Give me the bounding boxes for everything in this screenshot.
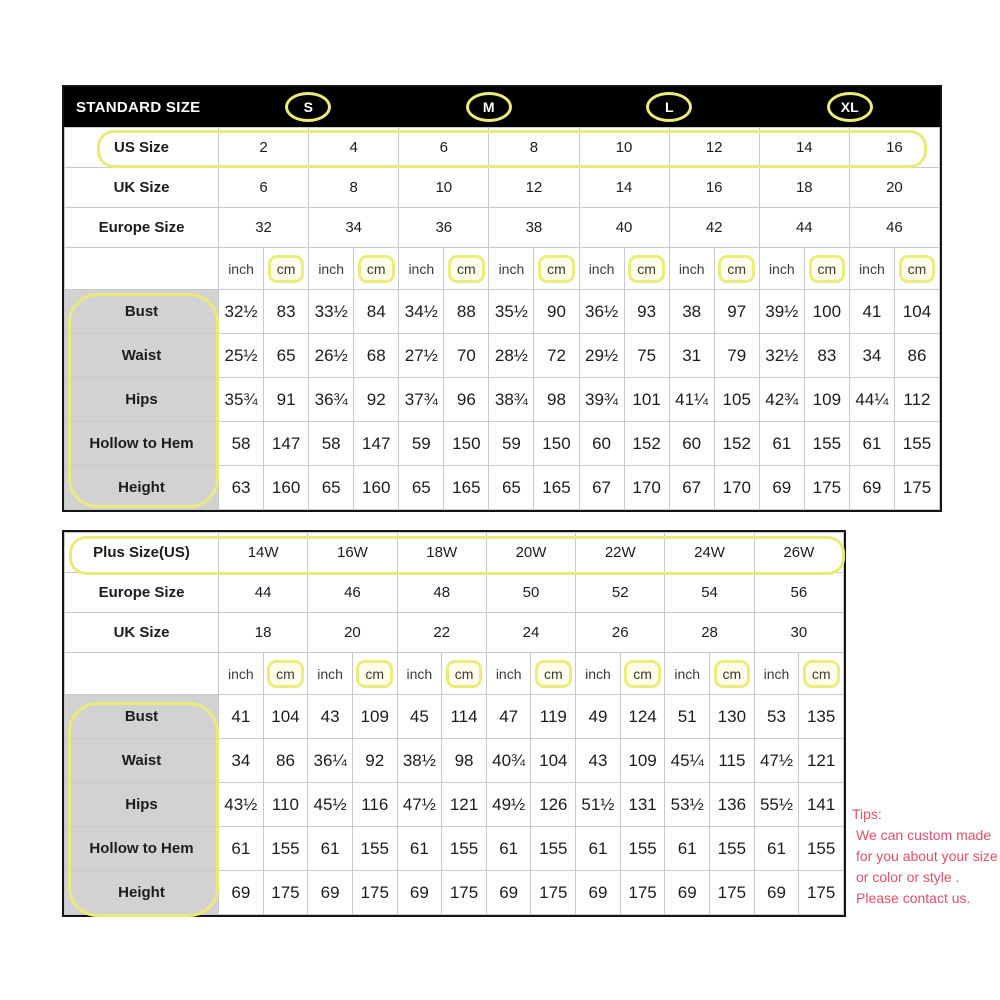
measure-row-hips (65, 783, 844, 827)
row-label: Hollow to Hem (65, 827, 219, 871)
size-value-cell: 12 (669, 128, 759, 168)
measure-value-cell: 160 (354, 466, 399, 510)
size-row-plus-size-us (65, 533, 844, 573)
unit-cell-inch: inch (759, 248, 804, 290)
size-value-cell: 20W (486, 533, 575, 573)
measure-value-cell: 175 (352, 871, 397, 915)
size-row-us-size (65, 128, 940, 168)
size-group-badges (218, 87, 940, 127)
measure-value-cell: 51 (665, 695, 710, 739)
measure-value-cell: 175 (263, 871, 308, 915)
measure-value-cell: 83 (804, 334, 849, 378)
measure-value-cell: 36½ (579, 290, 624, 334)
unit-cell-inch: inch (669, 248, 714, 290)
measure-value-cell: 44¼ (849, 378, 894, 422)
tips-title: Tips: (852, 806, 882, 822)
measure-value-cell: 175 (710, 871, 755, 915)
size-badge-m: M (466, 92, 512, 122)
cm-highlight-box: cm (538, 255, 575, 283)
measure-value-cell: 69 (397, 871, 442, 915)
measure-value-cell: 121 (442, 783, 487, 827)
measure-value-cell: 105 (714, 378, 759, 422)
row-label: Hips (65, 378, 219, 422)
size-value-cell: 14 (579, 168, 669, 208)
measure-value-cell: 155 (263, 827, 308, 871)
measure-value-cell: 53½ (665, 783, 710, 827)
measure-value-cell: 60 (579, 422, 624, 466)
unit-cell-inch: inch (219, 248, 264, 290)
size-value-cell: 24W (665, 533, 754, 573)
size-value-cell: 20 (849, 168, 939, 208)
measure-value-cell: 141 (799, 783, 844, 827)
measure-value-cell: 116 (352, 783, 397, 827)
measure-value-cell: 32½ (219, 290, 264, 334)
size-value-cell: 6 (219, 168, 309, 208)
measure-value-cell: 61 (849, 422, 894, 466)
measure-value-cell: 114 (442, 695, 487, 739)
unit-cell-inch: inch (579, 248, 624, 290)
measure-value-cell: 69 (849, 466, 894, 510)
unit-cell-inch: inch (219, 653, 264, 695)
measure-value-cell: 110 (263, 783, 308, 827)
unit-cell-cm (624, 248, 669, 290)
measure-value-cell: 84 (354, 290, 399, 334)
measure-value-cell: 136 (710, 783, 755, 827)
unit-cell-inch: inch (849, 248, 894, 290)
size-value-cell: 48 (397, 573, 486, 613)
measure-value-cell: 27½ (399, 334, 444, 378)
measure-value-cell: 60 (669, 422, 714, 466)
row-label: Hips (65, 783, 219, 827)
measure-value-cell: 152 (714, 422, 759, 466)
measure-value-cell: 175 (442, 871, 487, 915)
unit-cell-cm (710, 653, 755, 695)
measure-value-cell: 45¼ (665, 739, 710, 783)
size-value-cell: 4 (309, 128, 399, 168)
measure-value-cell: 69 (665, 871, 710, 915)
measure-value-cell: 98 (442, 739, 487, 783)
measure-value-cell: 69 (486, 871, 531, 915)
measure-value-cell: 65 (309, 466, 354, 510)
unit-cell-inch: inch (397, 653, 442, 695)
measure-value-cell: 34 (219, 739, 264, 783)
measure-value-cell: 155 (710, 827, 755, 871)
cm-highlight-box: cm (899, 255, 936, 283)
size-value-cell: 8 (309, 168, 399, 208)
row-label: Europe Size (65, 573, 219, 613)
cm-highlight-box: cm (358, 255, 395, 283)
measure-value-cell: 53 (754, 695, 799, 739)
size-value-cell: 18 (759, 168, 849, 208)
measure-value-cell: 150 (444, 422, 489, 466)
size-value-cell: 10 (579, 128, 669, 168)
row-label: Europe Size (65, 208, 219, 248)
cm-highlight-box: cm (446, 660, 483, 688)
standard-size-table (62, 85, 942, 512)
size-value-cell: 36 (399, 208, 489, 248)
measure-value-cell: 175 (620, 871, 665, 915)
measure-value-cell: 160 (264, 466, 309, 510)
measure-value-cell: 93 (624, 290, 669, 334)
measure-value-cell: 63 (219, 466, 264, 510)
measure-value-cell: 155 (894, 422, 939, 466)
measure-value-cell: 170 (714, 466, 759, 510)
measure-value-cell: 49 (576, 695, 621, 739)
unit-cell-inch: inch (486, 653, 531, 695)
measure-value-cell: 61 (397, 827, 442, 871)
measure-value-cell: 41 (849, 290, 894, 334)
measure-value-cell: 100 (804, 290, 849, 334)
measure-value-cell: 39¾ (579, 378, 624, 422)
measure-value-cell: 83 (264, 290, 309, 334)
measure-value-cell: 124 (620, 695, 665, 739)
measure-value-cell: 131 (620, 783, 665, 827)
measure-value-cell: 61 (759, 422, 804, 466)
cm-highlight-box: cm (624, 660, 661, 688)
measure-value-cell: 34 (849, 334, 894, 378)
measure-value-cell: 47 (486, 695, 531, 739)
measure-value-cell: 165 (444, 466, 489, 510)
measure-value-cell: 43 (308, 695, 353, 739)
measure-value-cell: 135 (799, 695, 844, 739)
size-value-cell: 22 (397, 613, 486, 653)
measure-value-cell: 175 (531, 871, 576, 915)
standard-size-grid (64, 127, 940, 510)
measure-value-cell: 121 (799, 739, 844, 783)
size-value-cell: 22W (576, 533, 665, 573)
cm-highlight-box: cm (809, 255, 846, 283)
measure-value-cell: 104 (894, 290, 939, 334)
size-value-cell: 34 (309, 208, 399, 248)
unit-cell-cm (894, 248, 939, 290)
measure-value-cell: 86 (894, 334, 939, 378)
size-badge-s: S (285, 92, 331, 122)
measure-value-cell: 41 (219, 695, 264, 739)
unit-row-label-empty (65, 653, 219, 695)
measure-value-cell: 51½ (576, 783, 621, 827)
size-value-cell: 20 (308, 613, 397, 653)
measure-row-waist (65, 334, 940, 378)
measure-row-bust (65, 290, 940, 334)
measure-value-cell: 43 (576, 739, 621, 783)
measure-value-cell: 36¼ (308, 739, 353, 783)
row-label: UK Size (65, 168, 219, 208)
unit-cell-cm (534, 248, 579, 290)
cm-highlight-box: cm (535, 660, 572, 688)
measure-value-cell: 79 (714, 334, 759, 378)
size-row-europe-size (65, 573, 844, 613)
unit-row (65, 653, 844, 695)
unit-cell-cm (531, 653, 576, 695)
measure-value-cell: 115 (710, 739, 755, 783)
measure-value-cell: 61 (486, 827, 531, 871)
size-value-cell: 16W (308, 533, 397, 573)
measure-value-cell: 91 (264, 378, 309, 422)
size-value-cell: 40 (579, 208, 669, 248)
size-row-europe-size (65, 208, 940, 248)
measure-value-cell: 98 (534, 378, 579, 422)
unit-cell-cm (444, 248, 489, 290)
measure-value-cell: 68 (354, 334, 399, 378)
measure-value-cell: 38 (669, 290, 714, 334)
size-value-cell: 18 (219, 613, 308, 653)
plus-size-table (62, 530, 846, 917)
size-value-cell: 2 (219, 128, 309, 168)
size-value-cell: 12 (489, 168, 579, 208)
tips-note (852, 804, 1000, 909)
size-value-cell: 6 (399, 128, 489, 168)
measure-value-cell: 37¾ (399, 378, 444, 422)
measure-value-cell: 34½ (399, 290, 444, 334)
measure-value-cell: 175 (804, 466, 849, 510)
cm-highlight-box: cm (628, 255, 665, 283)
unit-cell-inch: inch (399, 248, 444, 290)
unit-cell-cm (799, 653, 844, 695)
size-value-cell: 10 (399, 168, 489, 208)
size-value-cell: 46 (308, 573, 397, 613)
measure-value-cell: 155 (442, 827, 487, 871)
measure-value-cell: 58 (219, 422, 264, 466)
tips-line: Please contact us. (856, 890, 971, 906)
measure-value-cell: 69 (754, 871, 799, 915)
measure-value-cell: 104 (263, 695, 308, 739)
measure-value-cell: 61 (754, 827, 799, 871)
measure-value-cell: 147 (354, 422, 399, 466)
size-value-cell: 30 (754, 613, 843, 653)
measure-value-cell: 67 (669, 466, 714, 510)
measure-value-cell: 152 (624, 422, 669, 466)
size-value-cell: 26W (754, 533, 843, 573)
size-value-cell: 56 (754, 573, 843, 613)
unit-cell-cm (354, 248, 399, 290)
measure-value-cell: 147 (264, 422, 309, 466)
cm-highlight-box: cm (448, 255, 485, 283)
measure-value-cell: 26½ (309, 334, 354, 378)
unit-row (65, 248, 940, 290)
measure-value-cell: 29½ (579, 334, 624, 378)
measure-value-cell: 67 (579, 466, 624, 510)
tips-line: for you about your size (856, 848, 998, 864)
standard-size-title: STANDARD SIZE (76, 98, 201, 116)
measure-value-cell: 35½ (489, 290, 534, 334)
measure-value-cell: 92 (354, 378, 399, 422)
unit-cell-cm (714, 248, 759, 290)
cm-highlight-box: cm (803, 660, 840, 688)
row-label: Height (65, 871, 219, 915)
measure-row-waist (65, 739, 844, 783)
measure-row-hips (65, 378, 940, 422)
measure-value-cell: 96 (444, 378, 489, 422)
measure-value-cell: 33½ (309, 290, 354, 334)
measure-row-height (65, 871, 844, 915)
cm-highlight-box: cm (718, 255, 755, 283)
measure-value-cell: 38½ (397, 739, 442, 783)
measure-value-cell: 70 (444, 334, 489, 378)
plus-size-grid (64, 532, 844, 915)
measure-row-hollow-to-hem (65, 422, 940, 466)
measure-value-cell: 150 (534, 422, 579, 466)
size-value-cell: 52 (576, 573, 665, 613)
measure-value-cell: 36¾ (309, 378, 354, 422)
measure-row-bust (65, 695, 844, 739)
size-row-uk-size (65, 168, 940, 208)
measure-value-cell: 61 (308, 827, 353, 871)
measure-value-cell: 130 (710, 695, 755, 739)
size-value-cell: 16 (669, 168, 759, 208)
measure-value-cell: 97 (714, 290, 759, 334)
row-label: Bust (65, 695, 219, 739)
cm-highlight-box: cm (267, 660, 304, 688)
measure-value-cell: 42¾ (759, 378, 804, 422)
measure-value-cell: 155 (620, 827, 665, 871)
row-label: Hollow to Hem (65, 422, 219, 466)
measure-value-cell: 28½ (489, 334, 534, 378)
size-value-cell: 44 (219, 573, 308, 613)
size-value-cell: 54 (665, 573, 754, 613)
measure-value-cell: 155 (804, 422, 849, 466)
measure-value-cell: 88 (444, 290, 489, 334)
unit-cell-cm (263, 653, 308, 695)
measure-value-cell: 32½ (759, 334, 804, 378)
measure-value-cell: 58 (309, 422, 354, 466)
size-badge-l: L (646, 92, 692, 122)
measure-value-cell: 112 (894, 378, 939, 422)
measure-value-cell: 175 (894, 466, 939, 510)
unit-cell-inch: inch (308, 653, 353, 695)
unit-cell-cm (804, 248, 849, 290)
measure-value-cell: 61 (665, 827, 710, 871)
size-value-cell: 14W (219, 533, 308, 573)
unit-cell-inch: inch (489, 248, 534, 290)
row-label: Plus Size(US) (65, 533, 219, 573)
unit-cell-inch: inch (309, 248, 354, 290)
size-value-cell: 8 (489, 128, 579, 168)
size-value-cell: 50 (486, 573, 575, 613)
measure-value-cell: 45 (397, 695, 442, 739)
size-value-cell: 14 (759, 128, 849, 168)
measure-value-cell: 155 (531, 827, 576, 871)
measure-value-cell: 59 (399, 422, 444, 466)
measure-value-cell: 69 (576, 871, 621, 915)
measure-value-cell: 65 (264, 334, 309, 378)
row-label: US Size (65, 128, 219, 168)
size-value-cell: 26 (576, 613, 665, 653)
measure-value-cell: 126 (531, 783, 576, 827)
measure-value-cell: 92 (352, 739, 397, 783)
cm-highlight-box: cm (714, 660, 751, 688)
measure-value-cell: 35¾ (219, 378, 264, 422)
row-label: Height (65, 466, 219, 510)
measure-value-cell: 69 (219, 871, 264, 915)
measure-row-hollow-to-hem (65, 827, 844, 871)
measure-value-cell: 47½ (754, 739, 799, 783)
measure-value-cell: 104 (531, 739, 576, 783)
measure-value-cell: 119 (531, 695, 576, 739)
row-label: UK Size (65, 613, 219, 653)
unit-cell-cm (442, 653, 487, 695)
measure-value-cell: 72 (534, 334, 579, 378)
size-value-cell: 32 (219, 208, 309, 248)
unit-cell-cm (620, 653, 665, 695)
measure-value-cell: 165 (534, 466, 579, 510)
measure-value-cell: 25½ (219, 334, 264, 378)
measure-value-cell: 65 (489, 466, 534, 510)
measure-value-cell: 69 (308, 871, 353, 915)
measure-value-cell: 40¾ (486, 739, 531, 783)
measure-value-cell: 86 (263, 739, 308, 783)
standard-size-header (64, 87, 940, 127)
measure-value-cell: 75 (624, 334, 669, 378)
size-badge-xl: XL (827, 92, 873, 122)
unit-row-label-empty (65, 248, 219, 290)
measure-value-cell: 47½ (397, 783, 442, 827)
measure-value-cell: 109 (620, 739, 665, 783)
measure-value-cell: 49½ (486, 783, 531, 827)
measure-value-cell: 90 (534, 290, 579, 334)
tips-line: We can custom made (856, 827, 992, 843)
measure-value-cell: 59 (489, 422, 534, 466)
measure-value-cell: 45½ (308, 783, 353, 827)
measure-value-cell: 101 (624, 378, 669, 422)
unit-cell-inch: inch (576, 653, 621, 695)
measure-value-cell: 31 (669, 334, 714, 378)
measure-row-height (65, 466, 940, 510)
size-row-uk-size (65, 613, 844, 653)
unit-cell-inch: inch (665, 653, 710, 695)
row-label: Bust (65, 290, 219, 334)
measure-value-cell: 175 (799, 871, 844, 915)
row-label: Waist (65, 739, 219, 783)
measure-value-cell: 155 (352, 827, 397, 871)
measure-value-cell: 41¼ (669, 378, 714, 422)
unit-cell-cm (352, 653, 397, 695)
size-value-cell: 18W (397, 533, 486, 573)
cm-highlight-box: cm (356, 660, 393, 688)
measure-value-cell: 55½ (754, 783, 799, 827)
size-value-cell: 38 (489, 208, 579, 248)
size-value-cell: 44 (759, 208, 849, 248)
measure-value-cell: 65 (399, 466, 444, 510)
measure-value-cell: 109 (352, 695, 397, 739)
size-value-cell: 28 (665, 613, 754, 653)
tips-line: or color or style . (856, 869, 960, 885)
measure-value-cell: 170 (624, 466, 669, 510)
size-value-cell: 24 (486, 613, 575, 653)
measure-value-cell: 61 (576, 827, 621, 871)
measure-value-cell: 155 (799, 827, 844, 871)
measure-value-cell: 43½ (219, 783, 264, 827)
measure-value-cell: 69 (759, 466, 804, 510)
measure-value-cell: 61 (219, 827, 264, 871)
unit-cell-cm (264, 248, 309, 290)
size-value-cell: 42 (669, 208, 759, 248)
measure-value-cell: 109 (804, 378, 849, 422)
measure-value-cell: 38¾ (489, 378, 534, 422)
size-value-cell: 16 (849, 128, 939, 168)
cm-highlight-box: cm (268, 255, 305, 283)
measure-value-cell: 39½ (759, 290, 804, 334)
unit-cell-inch: inch (754, 653, 799, 695)
row-label: Waist (65, 334, 219, 378)
size-value-cell: 46 (849, 208, 939, 248)
